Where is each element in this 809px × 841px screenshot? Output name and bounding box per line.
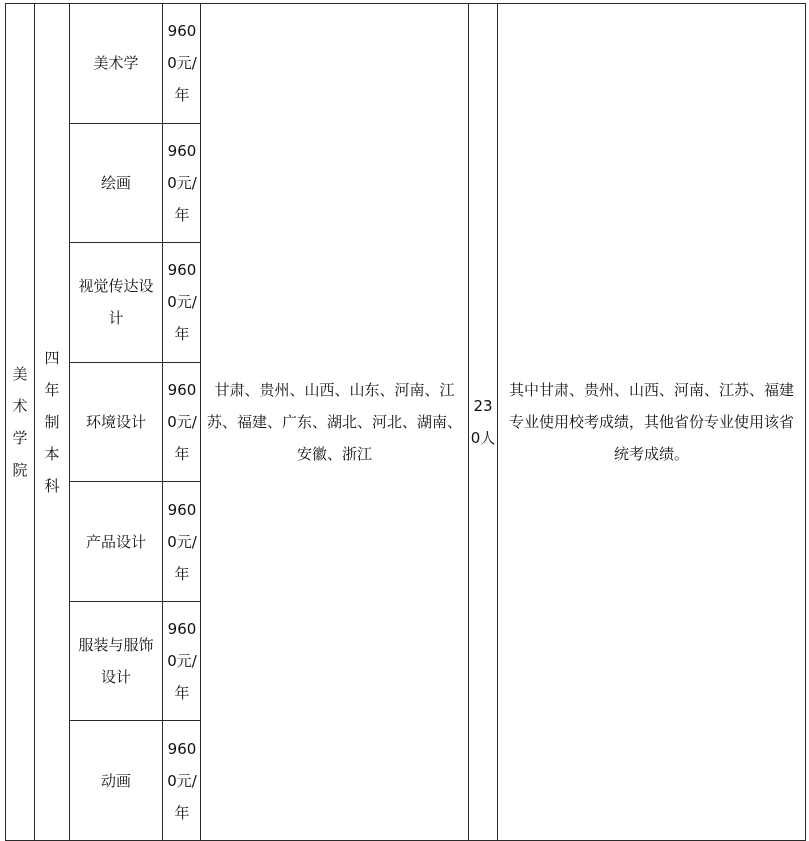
tuition-fee-cell: 9600元/年 [163, 721, 201, 841]
tuition-fee-cell: 9600元/年 [163, 601, 201, 721]
major-name-cell: 环境设计 [70, 362, 163, 482]
tuition-fee-cell: 9600元/年 [163, 482, 201, 602]
tuition-fee-cell: 9600元/年 [163, 243, 201, 363]
major-name-cell: 视觉传达设计 [70, 243, 163, 363]
provinces-cell: 甘肃、贵州、山西、山东、河南、江苏、福建、广东、湖北、河北、湖南、安徽、浙江 [201, 4, 469, 841]
major-name-cell: 绘画 [70, 123, 163, 243]
college-cell: 美术学院 [6, 4, 35, 841]
table-row [6, 4, 806, 124]
tuition-fee-cell: 9600元/年 [163, 362, 201, 482]
tuition-fee-cell: 9600元/年 [163, 4, 201, 124]
admissions-table [5, 3, 806, 841]
duration-cell: 四年制本科 [35, 4, 70, 841]
major-name-cell: 动画 [70, 721, 163, 841]
major-name-cell: 产品设计 [70, 482, 163, 602]
major-name-cell: 服装与服饰设计 [70, 601, 163, 721]
notes-cell: 其中甘肃、贵州、山西、河南、江苏、福建专业使用校考成绩，其他省份专业使用该省统考成绩。 [498, 4, 806, 841]
quota-cell: 230人 [469, 4, 498, 841]
major-name-cell: 美术学 [70, 4, 163, 124]
tuition-fee-cell: 9600元/年 [163, 123, 201, 243]
